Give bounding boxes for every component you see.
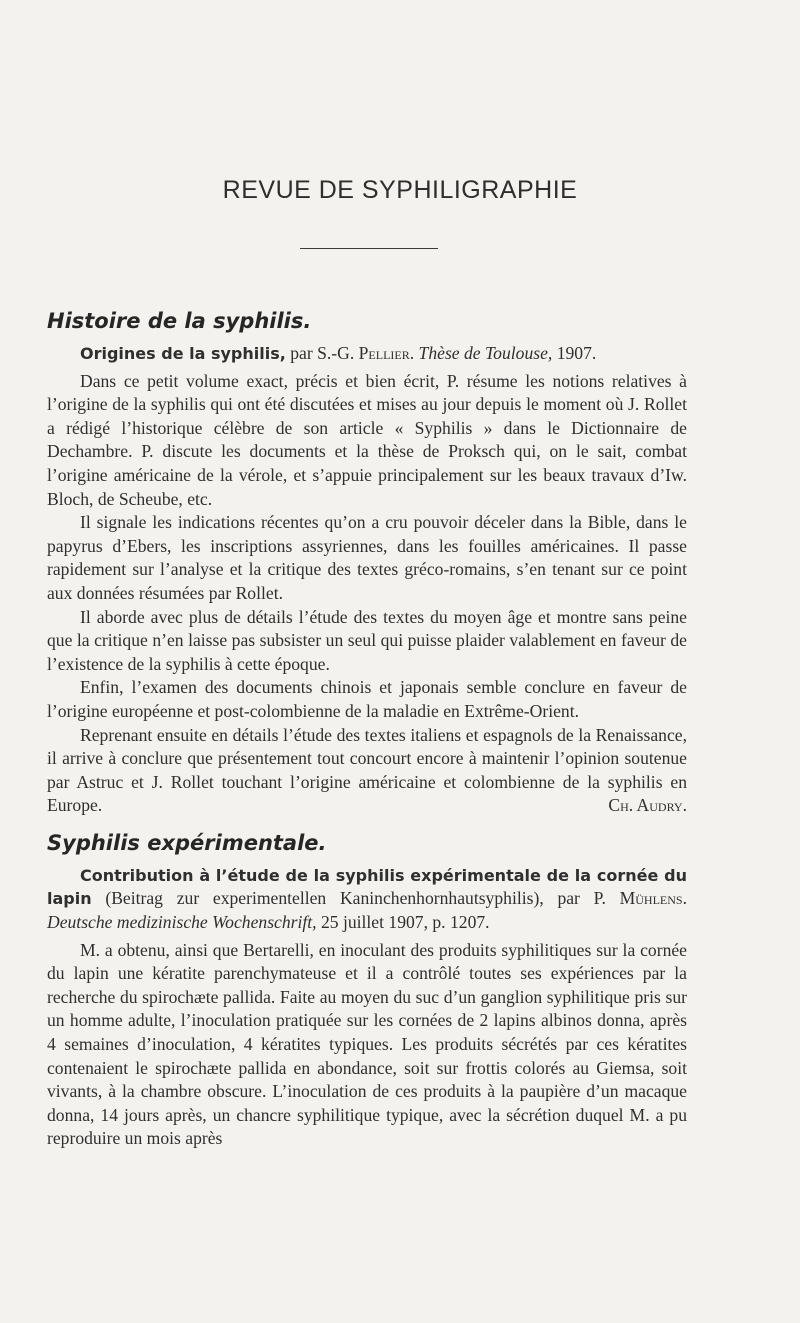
- page-title: REVUE DE SYPHILIGRAPHIE: [222, 176, 578, 204]
- paragraph: Dans ce petit volume exact, précis et bien écrit, P. résume les notions relatives à l’origine de la syphilis qui ont été discutées et mises au jour depuis le moment où J. Rollet a rédigé l’historique célèbre de son article « Syphilis » dans le Dictionnaire de Dechambre. P. discute les documents et la thèse de Proksch qui, on le sait, combat l’origine américaine de la vérole, et s’appuie principalement sur les beaux travaux d’Iw. Bloch, de Scheube, etc.: [47, 370, 687, 509]
- entry-source: Thèse de Toulouse,: [418, 343, 553, 363]
- bibliographic-entry-contribution: Contribution à l’étude de la syphilis expérimentale de la cornée du lapin (Beitrag zur experimentellen Kaninchenhornhautsyphilis), par P. Mühlens. Deutsche medizinische Wochenschrift, 25 juillet 1907, p. 1207.: [47, 865, 687, 933]
- title-divider: [300, 248, 438, 249]
- paragraph-with-signature: Reprenant ensuite en détails l’étude des textes italiens et espagnols de la Renaissance, il arrive à conclure que présentement tout concourt encore à maintenir l’opinion soutenue par Astruc et J. Rollet touchant l’origine américaine et colombienne de la syphilis en Europe. Ch. Audry.: [47, 724, 687, 818]
- entry-source: Deutsche medizinische Wochenschrift,: [47, 912, 317, 933]
- paragraph: Il signale les indications récentes qu’on a cru pouvoir déceler dans la Bible, dans le papyrus d’Ebers, les inscriptions assyriennes, dans les fouilles américaines. Il passe rapidement sur l’analyse et la critique des textes gréco-romains, s’en tenant sur ce point aux données résumées par Rollet.: [47, 512, 687, 603]
- entry-title: Contribution à l’étude de la syphilis expérimentale de la cornée du lapin: [47, 865, 687, 909]
- author-signature: Ch. Audry.: [608, 795, 687, 816]
- paragraph: M. a obtenu, ainsi que Bertarelli, en inoculant des produits syphilitiques sur la cornée du lapin une kératite parenchymateuse et il a contrôlé toutes ses expériences par la recherche du spirochæte pallida. Faite au moyen du suc d’un ganglion syphilitique pris sur un homme adulte, l’inoculation pratiquée sur les cornées de 2 lapins albinos donna, après 4 semaines d’inoculation, 4 kératites typiques. Les produits sécrétés par ces kératites contenaient le spirochæte pallida en abondance, soit sur frottis colorés au Giemsa, soit vivants, à la chambre obscure. L’inoculation de ces produits à la paupière d’un macaque donna, 14 jours après, un chancre syphilitique typique, avec la sécrétion duquel M. a pu reproduire un mois après: [47, 939, 687, 1149]
- section-heading-experimentale: Syphilis expérimentale.: [47, 830, 327, 855]
- bibliographic-entry-origines: Origines de la syphilis, par S.-G. Pellier. Thèse de Toulouse, 1907.: [80, 343, 597, 363]
- article-body: [47, 306, 687, 1151]
- entry-title: Origines de la syphilis,: [80, 344, 286, 363]
- paragraph: Enfin, l’examen des documents chinois et japonais semble conclure en faveur de l’origine européenne et post-colombienne de la maladie en Extrême-Orient.: [47, 677, 687, 721]
- entry-author: Pellier: [358, 343, 410, 363]
- entry-author: Mühlens: [619, 888, 683, 909]
- paragraph: Il aborde avec plus de détails l’étude des textes du moyen âge et montre sans peine que la critique n’en laisse pas subsister un seul qui puisse plaider valablement en faveur de l’existence de la syphilis à cette époque.: [47, 606, 687, 674]
- section-heading-histoire: Histoire de la syphilis.: [47, 309, 312, 333]
